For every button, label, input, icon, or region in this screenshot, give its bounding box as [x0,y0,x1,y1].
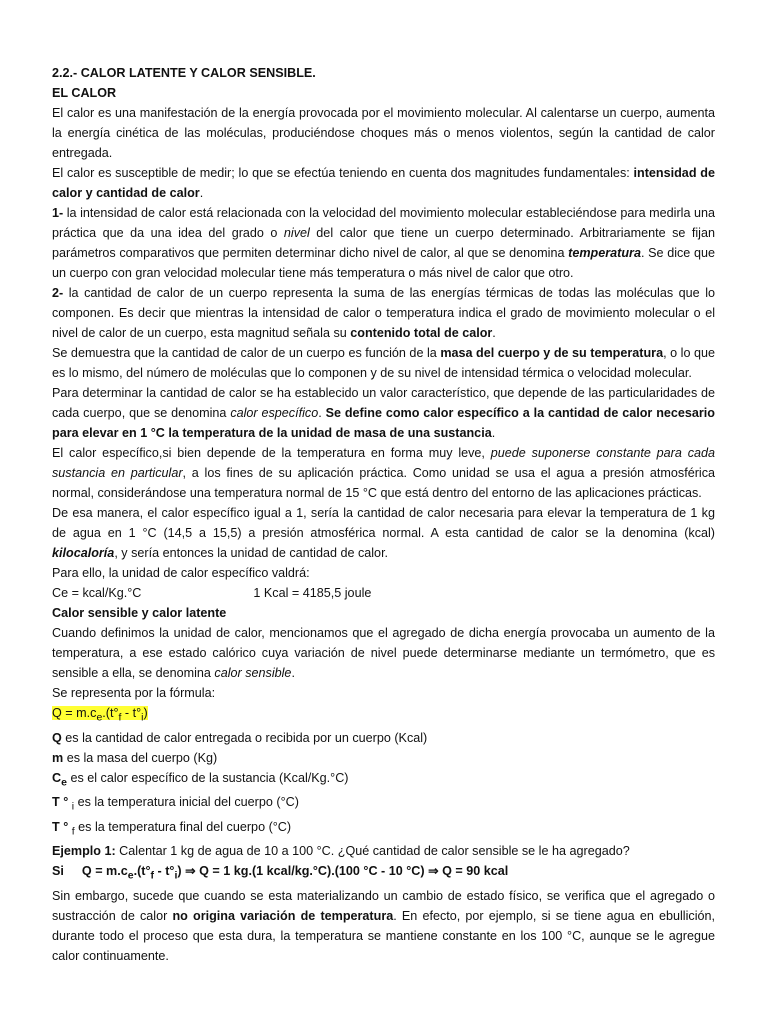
definition-text: es el calor específico de la sustancia (Kcal/Kg.°C) [66,770,349,785]
formula-part-c: - t° [121,706,142,720]
document-body [52,63,715,966]
units-line [52,583,715,603]
formula-part-a: Q = m.c [52,706,97,720]
paragraph-6 [52,383,715,443]
paragraph-5-text-c: , o lo que es lo mismo, del número de moléculas que lo componen y de su nivel de intensidad térmica o velocidad molecular. [52,346,715,380]
definition-text: es la temperatura inicial del cuerpo (°C) [74,795,299,810]
definition-subscript: i [71,800,75,813]
paragraph-11: Se representa por la fórmula: [52,686,216,700]
paragraph-3 [52,203,715,283]
paragraph-2-bold: intensidad de calor y cantidad de calor [52,166,715,200]
solution-sub-e: e [127,869,134,882]
formula-sub-f: f [118,711,122,724]
paragraph-7 [52,443,715,503]
formula-line [52,703,715,728]
paragraph-5 [52,343,715,383]
definition-text: es la cantidad de calor entregada o recibida por un cuerpo (Kcal) [61,730,428,745]
subheading-el-calor: EL CALOR [52,86,117,100]
definition-subscript: e [61,776,67,789]
definition-symbol: T ° [52,795,72,810]
definition-symbol: m [52,750,64,765]
example-text: Calentar 1 kg de agua de 10 a 100 °C. ¿Qué cantidad de calor sensible se le ha agregado? [115,844,630,859]
paragraph-10-end: . [291,666,295,680]
paragraph-3-text-e: . Se dice que un cuerpo con gran velocidad molecular tiene más temperatura o más nivel de calor que otro. [52,246,716,280]
item-number-2: 2- [52,286,64,300]
paragraph-8-kilocaloria: kilocaloría [52,546,115,560]
paragraph-12-bold: no origina variación de temperatura [172,908,394,923]
formula-part-b: .(t° [102,706,119,720]
units-left: Ce = kcal/Kg.°C [52,586,142,600]
example-line [52,841,715,861]
paragraph-3-bold-temperatura: temperatura [568,246,641,260]
section-heading: 2.2.- CALOR LATENTE Y CALOR SENSIBLE. [52,66,316,80]
formula-sub-i: i [141,711,144,724]
paragraph-3-italic-nivel: nivel [283,226,310,240]
paragraph-4-text-a: la cantidad de calor de un cuerpo representa la suma de las energías térmicas de todas las moléculas que lo componen. Es decir que mientras la intensidad de calor o temperatura indica el grado de movimiento molecular o el nivel de calor de un cuerpo, esta magnitud señala su [52,286,715,340]
paragraph-2-text: El calor es susceptible de medir; lo que se efectúa teniendo en cuenta dos magnitudes fundamentales: [52,166,634,180]
paragraph-10 [52,623,715,683]
paragraph-5-bold: masa del cuerpo y de su temperatura [440,346,664,360]
definition-text: es la temperatura final del cuerpo (°C) [74,819,292,834]
paragraph-6-text-a: Para determinar la cantidad de calor se ha establecido un valor característico, que depende de las particularidades de cada cuerpo, que se denomina [52,386,715,420]
paragraph-1: El calor es una manifestación de la energía provocada por el movimiento molecular. Al calentarse un cuerpo, aumenta la energía cinética de las moléculas, produciéndose choques más o menos violentos, según la cantidad de calor entregada. [52,106,715,160]
paragraph-8 [52,503,715,563]
paragraph-4 [52,283,715,343]
solution-part-b: .(t° [133,864,151,879]
paragraph-6-italic: calor específico [230,406,319,420]
paragraph-8-text-c: , y sería entonces la unidad de cantidad de calor. [114,546,389,560]
solution-sub-i: i [174,869,178,882]
paragraph-5-text-a: Se demuestra que la cantidad de calor de un cuerpo es función de la [52,346,441,360]
definition-symbol: Q [52,730,62,745]
paragraph-2-end: . [199,186,204,200]
item-number-1: 1- [52,206,64,220]
paragraph-10-italic: calor sensible [214,666,292,680]
formula-sub-e: e [96,711,103,724]
paragraph-3-text-c: del calor que tiene un cuerpo determinado. Arbitrariamente se fijan parámetros comparativos que permiten determinar dicho nivel de calor, al que se denomina [52,226,715,260]
solution-part-d: ) ⇒ Q = 1 kg.(1 kcal/kg.°C).(100 °C - 10 °C) ⇒ Q = 90 kcal [177,864,509,879]
paragraph-12-text-a: Sin embargo, sucede que cuando se esta materializando un cambio de estado físico, se verifica que el agregado o sustracción de calor [52,888,715,923]
definition-ti [52,792,715,817]
paragraph-2 [52,163,715,203]
formula-part-d: ) [143,706,148,720]
definition-q [52,728,715,748]
definition-tf [52,817,715,842]
solution-part-a: Q = m.c [81,864,128,879]
paragraph-3-text-a: la intensidad de calor está relacionada con la velocidad del movimiento molecular estableciéndose para medirla una práctica que da una idea del grado o [52,206,715,240]
units-right: 1 Kcal = 4185,5 joule [253,586,372,600]
example-label: Ejemplo 1: [52,844,116,859]
definition-text: es la masa del cuerpo (Kg) [63,750,218,765]
paragraph-12 [52,886,715,966]
paragraph-7-text-c: , a los fines de su aplicación práctica. Como unidad se usa el agua a presión atmosférica normal, considerándose una temperatura normal de 15 °C que está dentro del entorno de las aplicaciones prácticas. [52,466,715,500]
solution-part-c: - t° [154,864,175,879]
solution-line [52,861,715,886]
solution-si: Si [52,864,64,879]
paragraph-12-text-c: . En efecto, por ejemplo, si se tiene agua en ebullición, durante todo el proceso que esta dura, la temperatura se mantiene constante en los 100 °C, aunque se le agregue calor continuamente. [52,908,715,963]
paragraph-4-end: . [492,326,496,340]
definition-m [52,748,715,768]
paragraph-10-text-a: Cuando definimos la unidad de calor, mencionamos que el agregado de dicha energía provocaba un aumento de la temperatura, a ese estado calórico cuya variación de nivel puede determinarse mediante un termómetro, que es sensible a ella, se denomina [52,626,715,680]
formula-highlight [52,706,148,724]
paragraph-6-text-c: . [318,406,326,420]
subheading-calor-sensible: Calor sensible y calor latente [52,606,227,620]
paragraph-6-end: . [491,426,496,440]
solution-sub-f: f [150,869,155,882]
paragraph-6-definition: Se define como calor específico a la cantidad de calor necesario para elevar en 1 °C la temperatura de la unidad de masa de una sustancia [52,406,715,440]
paragraph-4-bold: contenido total de calor [350,326,493,340]
paragraph-8-text-a: De esa manera, el calor específico igual a 1, sería la cantidad de calor necesaria para elevar la temperatura de 1 kg de agua en 1 °C (14,5 a 15,5) a presión atmosférica normal. A esta cantidad de calor se la denomina (kcal) [52,506,715,540]
paragraph-7-text-a: El calor específico,si bien depende de la temperatura en forma muy leve, [52,446,491,460]
definition-symbol: C [52,770,62,785]
paragraph-9: Para ello, la unidad de calor específico valdrá: [52,566,310,580]
definition-ce [52,768,715,793]
paragraph-7-italic: puede suponerse constante para cada sustancia en particular [52,446,715,480]
definition-subscript: f [71,825,75,838]
definition-symbol: T ° [52,819,72,834]
